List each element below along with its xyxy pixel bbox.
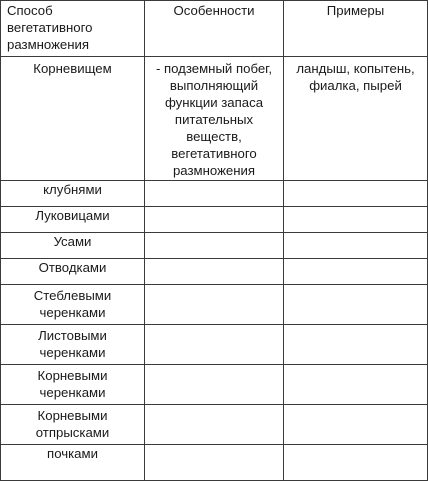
table-header-row: [1, 1, 428, 57]
examples-cell: [284, 259, 428, 285]
examples-cell: ландыш, копытень, фиалка, пырей: [284, 57, 428, 181]
features-cell: [145, 365, 284, 405]
table-row: [1, 405, 428, 445]
examples-cell: [284, 285, 428, 325]
features-cell: [145, 207, 284, 233]
table-row: [1, 445, 428, 481]
features-cell: [145, 285, 284, 325]
table-row: [1, 181, 428, 207]
method-cell: клубнями: [1, 181, 145, 207]
method-cell: Корневыми отпрысками: [1, 405, 145, 445]
method-cell: Луковицами: [1, 207, 145, 233]
method-cell: Стеблевыми черенками: [1, 285, 145, 325]
header-examples: Примеры: [284, 1, 428, 57]
method-cell: Корневыми черенками: [1, 365, 145, 405]
table-row: [1, 285, 428, 325]
table-row: [1, 233, 428, 259]
features-cell: [145, 325, 284, 365]
header-features: Особенности: [145, 1, 284, 57]
features-cell: [145, 259, 284, 285]
features-cell: [145, 405, 284, 445]
table-row: [1, 57, 428, 181]
examples-cell: [284, 365, 428, 405]
examples-cell: [284, 233, 428, 259]
method-cell: Корневищем: [1, 57, 145, 181]
features-cell: [145, 181, 284, 207]
features-cell: [145, 445, 284, 481]
table-row: [1, 365, 428, 405]
examples-cell: [284, 445, 428, 481]
method-cell: почками: [1, 445, 145, 481]
features-cell: [145, 233, 284, 259]
table-row: [1, 207, 428, 233]
examples-cell: [284, 181, 428, 207]
table-row: [1, 259, 428, 285]
examples-cell: [284, 207, 428, 233]
method-cell: Отводками: [1, 259, 145, 285]
examples-cell: [284, 325, 428, 365]
header-method: Способ вегетативного размножения: [1, 1, 145, 57]
method-cell: Листовыми черенками: [1, 325, 145, 365]
features-cell: - подземный побег, выполняющий функции запаса питательных веществ, вегетативного размножения: [145, 57, 284, 181]
table-row: [1, 325, 428, 365]
method-cell: Усами: [1, 233, 145, 259]
examples-cell: [284, 405, 428, 445]
